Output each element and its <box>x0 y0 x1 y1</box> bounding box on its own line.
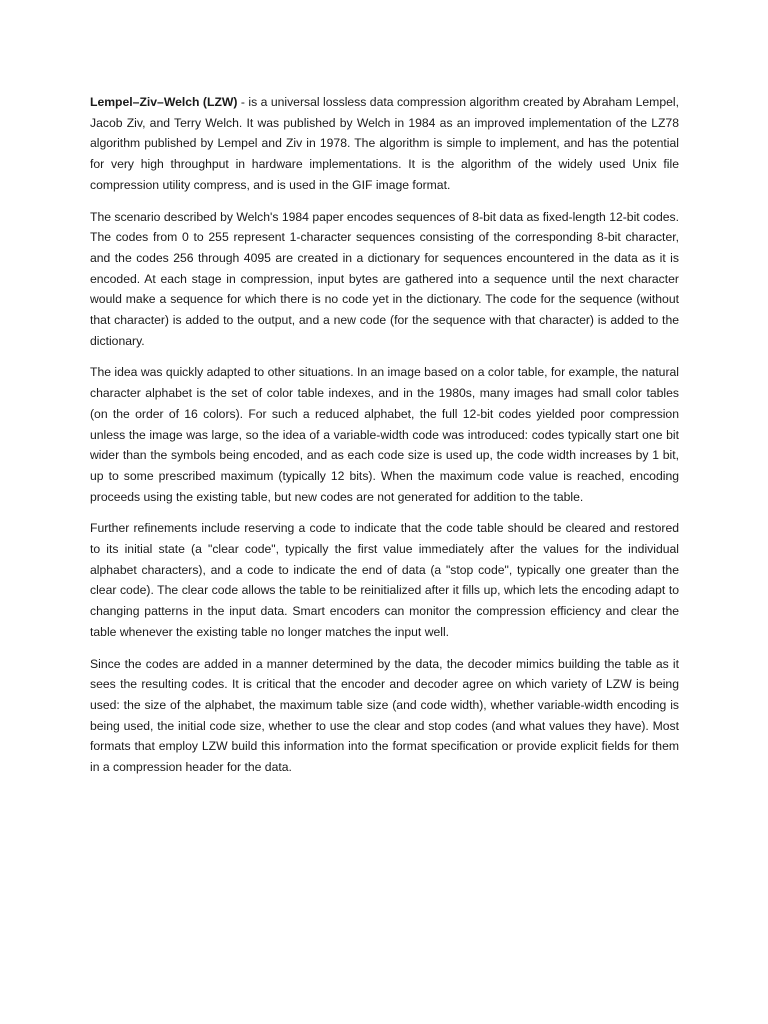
term-heading: Lempel–Ziv–Welch (LZW) <box>90 95 238 109</box>
paragraph-refinements: Further refinements include reserving a code to indicate that the code table should be cleared and restored to its initial state (a "clear code", typically the first value immediately after the values for the individual alphabet characters), and a code to indicate the end of data (a "stop code", typically one greater than the clear code). The clear code allows the table to be reinitialized after it fills up, which lets the encoding adapt to changing patterns in the input data. Smart encoders can monitor the compression efficiency and clear the table whenever the existing table no longer matches the input well. <box>90 521 679 639</box>
document-body <box>90 92 679 789</box>
paragraph-scenario: The scenario described by Welch's 1984 paper encodes sequences of 8-bit data as fixed-length 12-bit codes. The codes from 0 to 255 represent 1-character sequences consisting of the corresponding 8-bit character, and the codes 256 through 4095 are created in a dictionary for sequences encountered in the data as it is encoded. At each stage in compression, input bytes are gathered into a sequence until the next character would make a sequence for which there is no code yet in the dictionary. The code for the sequence (without that character) is added to the output, and a new code (for the sequence with that character) is added to the dictionary. <box>90 209 679 348</box>
paragraph-variable-width: The idea was quickly adapted to other situations. In an image based on a color table, for example, the natural character alphabet is the set of color table indexes, and in the 1980s, many images had small color tables (on the order of 16 colors). For such a reduced alphabet, the full 12-bit codes yielded poor compression unless the image was large, so the idea of a variable-width code was introduced: codes typically start one bit wider than the symbols being encoded, and as each code size is used up, the code width increases by 1 bit, up to some prescribed maximum (typically 12 bits). When the maximum code value is reached, encoding proceeds using the existing table, but new codes are not generated for addition to the table. <box>90 365 679 504</box>
paragraph-decoder: Since the codes are added in a manner determined by the data, the decoder mimics building the table as it sees the resulting codes. It is critical that the encoder and decoder agree on which variety of LZW is being used: the size of the alphabet, the maximum table size (and code width), whether variable-width encoding is being used, the initial code size, whether to use the clear and stop codes (and what values they have). Most formats that employ LZW build this information into the format specification or provide explicit fields for them in a compression header for the data. <box>90 656 679 775</box>
paragraph-text: - is a universal lossless data compression algorithm created by Abraham Lempel, Jacob Ziv, and Terry Welch. It was published by Welch in 1984 as an improved implementation of the LZ78 algorithm published by Lempel and Ziv in 1978. The algorithm is simple to implement, and has the potential for very high throughput in hardware implementations. It is the algorithm of the widely used Unix file compression utility compress, and is used in the GIF image format. <box>90 95 679 192</box>
paragraph-intro <box>90 92 679 196</box>
